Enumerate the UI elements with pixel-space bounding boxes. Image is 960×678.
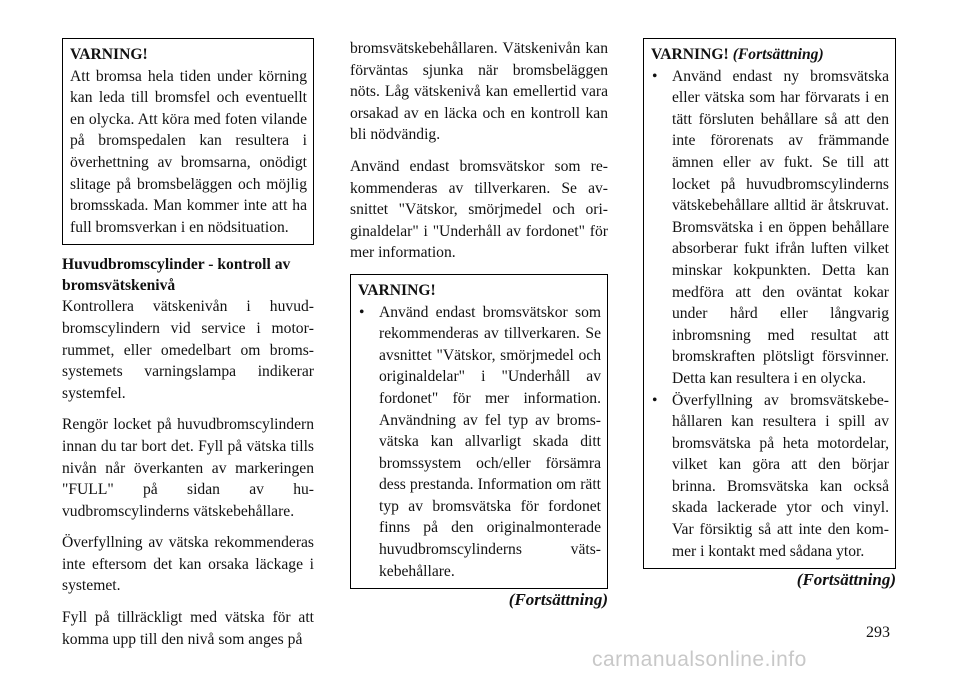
paragraph: Fyll på tillräckligt med vätska för att komma upp till den nivå som anges på — [62, 609, 314, 648]
paragraph: Kontrollera vätskenivån i huvudbromscylindern vid service i motorrummet, eller omedelbart om bromssystemets varningslampa indikerar systemfel. — [62, 298, 314, 402]
watermark: carmanualsonline.info — [592, 648, 807, 671]
column-left — [62, 38, 314, 660]
warning-text: Att bromsa hela tiden under körning kan leda till bromsfel och eventuellt en olycka. Att köra med foten vilande på bromspedalen kan resultera i överhettning av bromsarna, onödigt slitage på bromsbeläggen och möjlig bromsskada. Man kommer inte att ha full bromsverkan i en nödsituation. — [70, 67, 307, 236]
continued-label: (Fortsättning) — [508, 590, 608, 610]
paragraph: bromsvätskebehållaren. Vätskenivån kan förväntas sjunka när bromsbeläggen nöts. Låg vätskenivå kan emellertid vara orsakad av en läcka och en kontroll kan bli nödvändig. — [350, 40, 608, 144]
warning-bullet: • Överfyllning av bromsvätskebehållaren kan resultera i spill av bromsvätska på heta motordelar, vilket kan göra att den börjar brinna. Bromsvätska kan också skada lackerade ytor och vinyl. Var försiktig så att inte den kommer i kontakt med sådana ytor. — [651, 390, 889, 563]
warning-box-brake-fluid — [350, 274, 608, 589]
warning-title: VARNING! — [358, 281, 436, 299]
warning-title: VARNING! — [651, 46, 729, 63]
column-middle — [350, 38, 608, 611]
warning-title-continued: (Fortsättning) — [732, 46, 824, 63]
warning-title: VARNING! — [70, 46, 148, 63]
warning-box-continued — [643, 38, 896, 569]
continued-label: (Fortsättning) — [796, 570, 896, 590]
warning-title-row — [651, 44, 889, 66]
column-right — [643, 38, 896, 591]
paragraph: Använd endast bromsvätskor som rekommenderas av tillverkaren. Se avsnittet "Vätskor, smörjmedel och originaldelar" i "Underhåll av fordonet" för mer information. — [350, 157, 608, 262]
warning-box-braking — [62, 38, 314, 245]
warning-bullet: • Använd endast bromsvätskor som rekommenderas av tillverkaren. Se avsnittet "Vätskor, smörjmedel och originaldelar" i "Underhåll av fordonet" för mer information. Användning av fel typ av bromsvätska kan allvarligt skada ditt bromssystem och/eller försämra dess prestanda. Information om rätt typ av bromsvätska för fordonet finns på den originalmonterade huvudbromscylinderns vätskebehållare. — [358, 302, 601, 583]
page-number: 293 — [866, 624, 890, 641]
section-heading: Huvudbromscylinder - kontroll av bromsvätskenivå — [62, 256, 291, 295]
paragraph: Överfyllning av vätska rekommenderas inte eftersom det kan orsaka läckage i systemet. — [62, 534, 314, 595]
paragraph: Rengör locket på huvudbromscylindern innan du tar bort det. Fyll på vätska tills nivån når överkanten av markeringen "FULL" på sidan av huvudbromscylinderns vätskebehållare. — [62, 416, 314, 520]
warning-bullet: • Använd endast ny bromsvätska eller vätska som har förvarats i en tätt försluten behållare så att den inte förorenats av främmande ämnen eller av fukt. Se till att locket på huvudbromscylinderns vätskebehållare alltid är åtskruvat. Bromsvätska i en öppen behållare absorberar fukt ifrån luften vilket minskar kokpunkten. Detta kan medföra att den oväntat kokar under hård eller långvarig inbromsning med resultat att bromskraften plötsligt försvinner. Detta kan resultera i en olycka. — [651, 66, 889, 390]
